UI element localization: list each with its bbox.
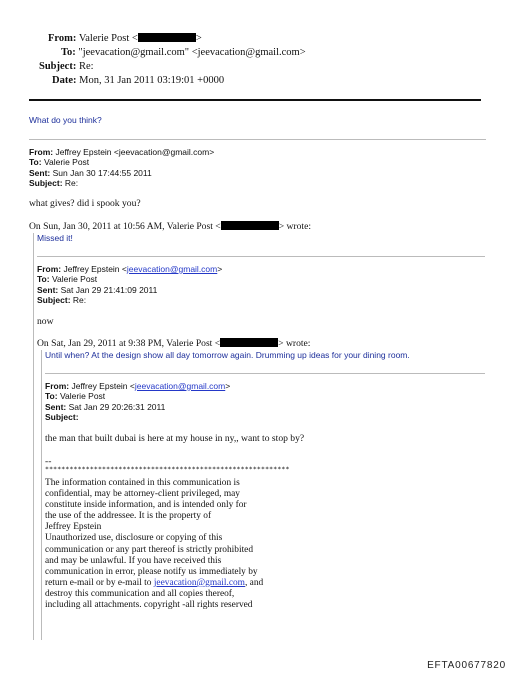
from-name: Valerie Post < xyxy=(78,33,138,44)
msg4-sent-value: Sat Jan 29 20:26:31 2011 xyxy=(68,401,166,412)
redaction-box xyxy=(138,33,196,42)
subject-label: Subject: xyxy=(39,61,77,72)
signature-dash: -- xyxy=(45,456,52,467)
date-label: Date: xyxy=(52,75,77,86)
msg4-sent-label: Sent: xyxy=(45,401,67,412)
disclaimer-line: Jeffrey Epstein xyxy=(45,522,102,533)
msg4-to-value: Valerie Post xyxy=(59,391,106,402)
msg4-subject-label: Subject: xyxy=(45,412,79,423)
quote-bar xyxy=(33,233,34,640)
redaction-box xyxy=(220,338,278,347)
msg2-to-label: To: xyxy=(29,157,42,168)
disclaimer-line: and may be unlawful. If you have received this xyxy=(45,555,222,566)
quote-bar xyxy=(41,350,42,640)
disclaimer-line: communication in error, please notify us immediately by xyxy=(45,566,258,577)
msg2-from-label: From: xyxy=(29,147,54,157)
disclaimer-line: communication or any part thereof is strictly prohibited xyxy=(45,544,254,555)
reply-text: What do you think? xyxy=(29,115,102,125)
to-label: To: xyxy=(61,47,76,58)
msg3-sent-label: Sent: xyxy=(37,284,59,295)
msg3-body: now xyxy=(37,316,54,327)
header-to xyxy=(61,47,306,58)
msg3-from-label: From: xyxy=(37,264,62,274)
disclaimer-line: The information contained in this communication is xyxy=(45,478,240,488)
msg2-subject-value: Re: xyxy=(64,178,79,189)
msg3-sent-value: Sat Jan 29 21:41:09 2011 xyxy=(60,284,158,295)
msg3-attrib-post: > wrote: xyxy=(278,338,311,349)
msg2-body: what gives? did i spook you? xyxy=(29,198,141,209)
disclaimer-text: , and xyxy=(244,577,264,588)
header-divider xyxy=(29,99,481,101)
msg4-header xyxy=(45,381,230,423)
msg3-to-label: To: xyxy=(37,274,50,285)
msg4-email-link[interactable]: jeevacation@gmail.com xyxy=(134,381,226,391)
msg3-email-link[interactable]: jeevacation@gmail.com xyxy=(126,264,218,274)
msg3-attribution xyxy=(37,338,310,349)
disclaimer-text: return e-mail or by e-mail to xyxy=(45,577,154,588)
msg3-to-value: Valerie Post xyxy=(51,274,98,285)
header-subject xyxy=(39,61,94,72)
divider xyxy=(37,256,485,257)
msg2-subject-label: Subject: xyxy=(29,178,63,189)
msg2-to-value: Valerie Post xyxy=(43,157,90,168)
msg4-from-name: Jeffrey Epstein < xyxy=(71,381,135,391)
divider xyxy=(45,373,485,374)
msg3-from-tail: > xyxy=(217,264,223,274)
msg4-from-tail: > xyxy=(225,381,231,391)
msg2-sent-label: Sent: xyxy=(29,167,51,178)
disclaimer xyxy=(45,478,263,611)
date-value: Mon, 31 Jan 2011 03:19:01 +0000 xyxy=(79,75,225,86)
msg4-from-label: From: xyxy=(45,381,70,391)
disclaimer-email-link[interactable]: jeevacation@gmail.com xyxy=(153,577,245,588)
msg2-sent-value: Sun Jan 30 17:44:55 2011 xyxy=(52,167,152,178)
from-tail: > xyxy=(195,33,202,44)
disclaimer-line: including all attachments. copyright -all rights reserved xyxy=(45,600,253,611)
disclaimer-line: constitute inside information, and is intended only for xyxy=(45,500,247,511)
msg4-to-label: To: xyxy=(45,391,58,402)
msg2-from-value: Jeffrey Epstein <jeevacation@gmail.com> xyxy=(55,147,215,157)
disclaimer-line xyxy=(45,578,263,589)
disclaimer-line: the use of the addressee. It is the property of xyxy=(45,511,212,522)
header-date xyxy=(52,75,224,86)
subject-value: Re: xyxy=(78,61,94,72)
msg3-subject-label: Subject: xyxy=(37,295,71,306)
disclaimer-line: confidential, may be attorney-client privileged, may xyxy=(45,489,240,500)
disclaimer-line: Unauthorized use, disclosure or copying of this xyxy=(45,533,223,544)
msg3-from-name: Jeffrey Epstein < xyxy=(63,264,127,274)
msg3-quoted: Until when? At the design show all day tomorrow again. Drumming up ideas for your dining room. xyxy=(45,350,410,360)
msg3-header xyxy=(37,264,222,306)
msg2-attribution xyxy=(29,221,311,232)
msg3-subject-value: Re: xyxy=(72,295,87,306)
msg2-header xyxy=(29,147,214,189)
signature-stars: ************************************************************ xyxy=(45,465,290,473)
msg2-attrib-pre: On Sun, Jan 30, 2011 at 10:56 AM, Valerie Post < xyxy=(29,221,221,232)
header-from xyxy=(48,33,202,44)
msg2-attrib-post: > wrote: xyxy=(278,221,312,232)
msg3-attrib-pre: On Sat, Jan 29, 2011 at 9:38 PM, Valerie Post < xyxy=(37,338,221,349)
redaction-box xyxy=(221,221,279,230)
from-label: From: xyxy=(48,33,77,44)
msg4-body: the man that built dubai is here at my house in ny,, want to stop by? xyxy=(45,433,305,444)
divider xyxy=(29,139,486,140)
disclaimer-line: destroy this communication and all copies thereof, xyxy=(45,588,235,599)
to-value: "jeevacation@gmail.com" <jeevacation@gmail.com> xyxy=(78,47,306,58)
msg2-quoted: Missed it! xyxy=(37,233,73,243)
document-id: EFTA00677820 xyxy=(427,660,506,671)
